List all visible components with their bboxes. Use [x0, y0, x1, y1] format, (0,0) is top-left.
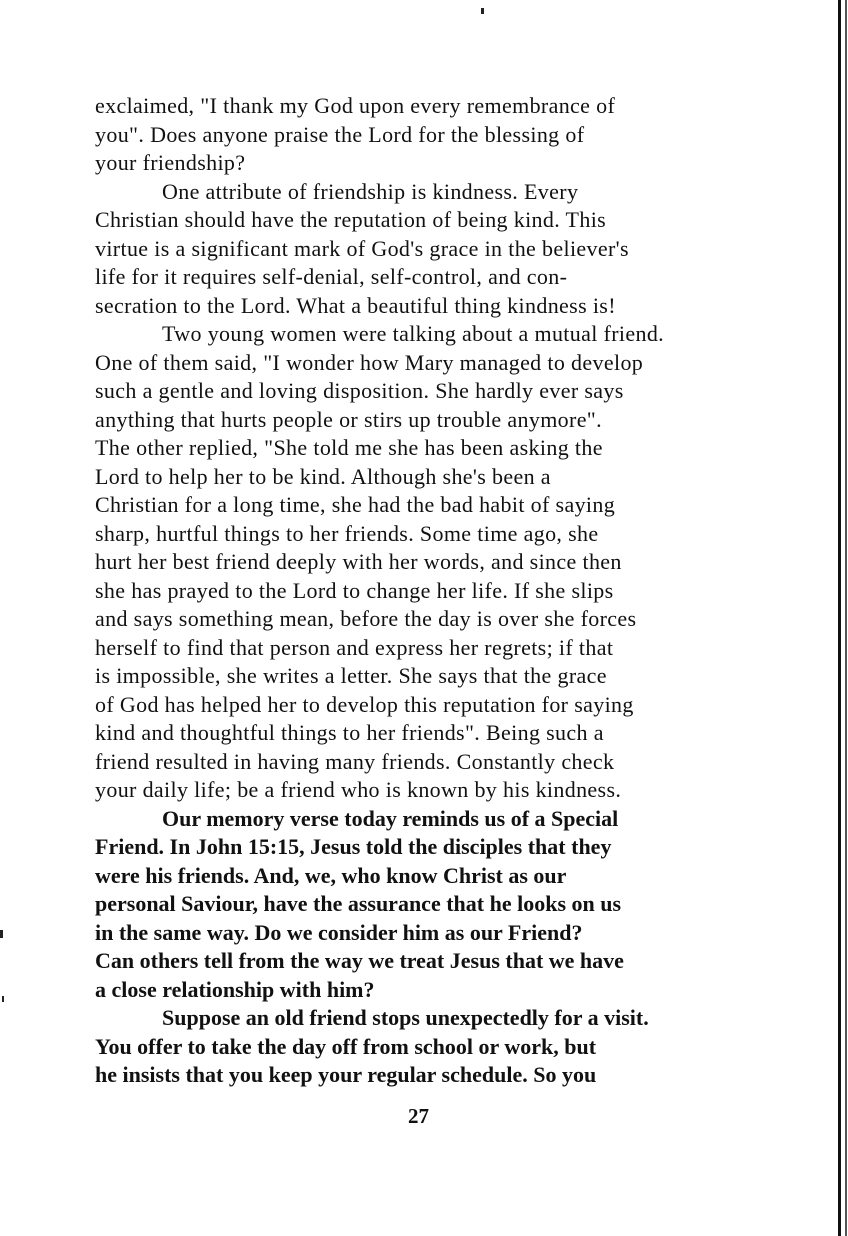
text-line: anything that hurts people or stirs up trouble anymore". [95, 406, 602, 432]
text-line: she has prayed to the Lord to change her life. If she slips [95, 577, 614, 603]
text-line: a close relationship with him? [95, 976, 375, 1002]
text-line: Christian should have the reputation of being kind. This [95, 207, 607, 232]
text-line: Two young women were talking about a mutual friend. [162, 321, 665, 346]
text-line: hurt her best friend deeply with her words, and since then [95, 549, 622, 574]
text-line: in the same way. Do we consider him as our Friend? [95, 919, 583, 945]
text-line: you". Does anyone praise the Lord for the blessing of [95, 121, 585, 147]
scan-speck [481, 8, 484, 14]
text-line: and says something mean, before the day is over she forces [95, 606, 637, 631]
paragraph [95, 178, 795, 321]
text-line: such a gentle and loving disposition. She hardly ever says [95, 378, 624, 403]
text-line: he insists that you keep your regular schedule. So you [95, 1062, 597, 1087]
text-line: Friend. In John 15:15, Jesus told the disciples that they [95, 834, 612, 859]
text-line: your friendship? [95, 150, 246, 175]
text-line: friend resulted in having many friends. Constantly check [95, 748, 615, 774]
page-number: 27 [408, 1104, 429, 1128]
paragraph [95, 92, 795, 178]
page-body [95, 92, 795, 1090]
scan-speck [2, 996, 4, 1002]
text-line: virtue is a significant mark of God's grace in the believer's [95, 235, 629, 261]
text-line: were his friends. And, we, who know Christ as our [95, 862, 567, 888]
text-line: herself to find that person and express her regrets; if that [95, 634, 614, 660]
text-line: Suppose an old friend stops unexpectedly for a visit. [162, 1005, 649, 1030]
text-line: kind and thoughtful things to her friends". Being such a [95, 720, 604, 745]
text-line: Can others tell from the way we treat Jesus that we have [95, 948, 624, 973]
text-line: sharp, hurtful things to her friends. Some time ago, she [95, 520, 599, 546]
page-edge-line [838, 0, 841, 1236]
text-line: is impossible, she writes a letter. She says that the grace [95, 663, 607, 688]
text-line: personal Saviour, have the assurance that he looks on us [95, 891, 622, 916]
text-line: You offer to take the day off from school or work, but [95, 1033, 597, 1059]
text-line: Christian for a long time, she had the bad habit of saying [95, 492, 616, 517]
text-line: life for it requires self-denial, self-control, and con- [95, 264, 568, 289]
page-edge-line-outer [845, 0, 847, 1236]
text-line: your daily life; be a friend who is known by his kindness. [95, 777, 622, 802]
text-line: Lord to help her to be kind. Although she's been a [95, 463, 551, 489]
text-line: The other replied, "She told me she has been asking the [95, 435, 603, 460]
paragraph [95, 805, 795, 1005]
paragraph [95, 1004, 795, 1090]
text-line: of God has helped her to develop this reputation for saying [95, 691, 634, 717]
text-line: One of them said, "I wonder how Mary managed to develop [95, 349, 644, 375]
text-line: One attribute of friendship is kindness. Every [162, 178, 579, 204]
text-line: exclaimed, "I thank my God upon every remembrance of [95, 93, 616, 118]
scan-speck [0, 930, 3, 938]
text-line: secration to the Lord. What a beautiful thing kindness is! [95, 292, 616, 318]
text-line: Our memory verse today reminds us of a Special [162, 805, 619, 831]
paragraph [95, 320, 795, 805]
